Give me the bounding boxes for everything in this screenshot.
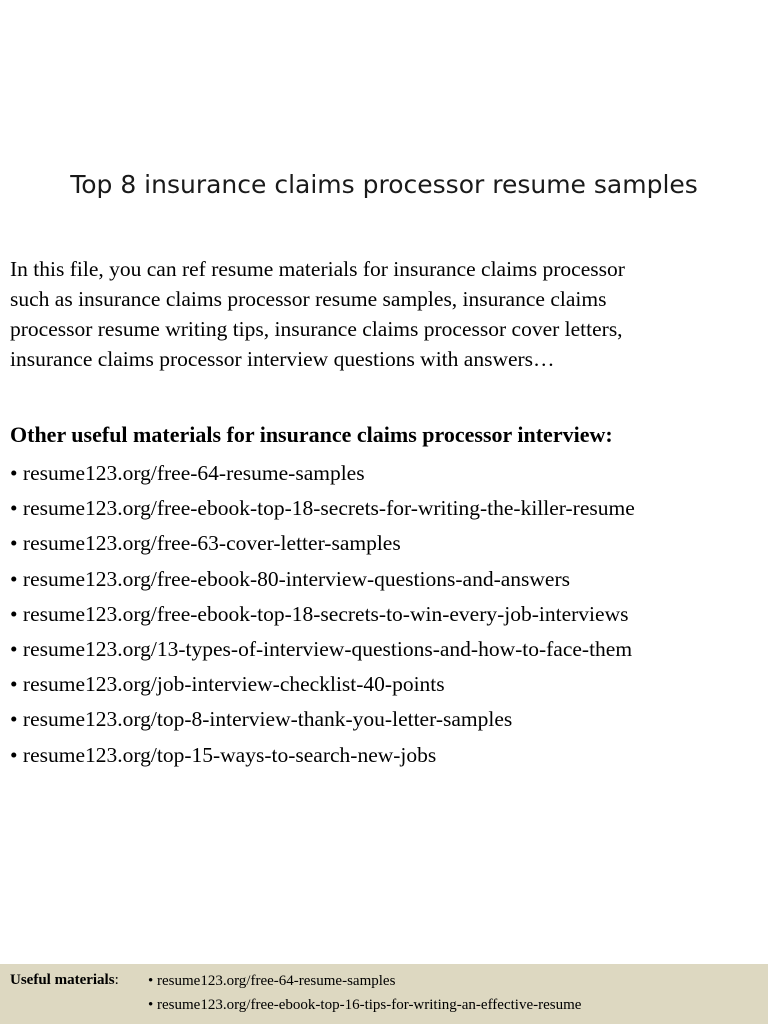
footer-link[interactable]: resume123.org/free-ebook-top-16-tips-for-writing-an-effective-resume (157, 997, 582, 1013)
list-item (10, 702, 635, 737)
intro-line: processor resume writing tips, insurance claims processor cover letters, (10, 317, 623, 341)
list-item (10, 597, 635, 632)
intro-line: insurance claims processor interview questions with answers… (10, 347, 555, 371)
intro-paragraph (10, 254, 760, 374)
material-link[interactable]: resume123.org/free-64-resume-samples (22, 461, 365, 485)
material-link[interactable]: resume123.org/free-63-cover-letter-samples (22, 531, 401, 556)
list-item (10, 456, 635, 491)
material-link[interactable]: resume123.org/free-ebook-top-18-secrets-for-writing-the-killer-resume (22, 496, 635, 521)
material-link[interactable]: resume123.org/job-interview-checklist-40-points (22, 672, 445, 697)
list-item (10, 491, 635, 526)
bullet: • (10, 531, 18, 556)
footer-links (148, 972, 581, 1020)
list-item (10, 526, 635, 561)
list-item (10, 738, 635, 773)
list-item (10, 632, 635, 667)
bullet: • (10, 742, 18, 767)
bullet: • (148, 973, 154, 989)
bullet: • (10, 496, 18, 521)
material-link[interactable]: resume123.org/top-8-interview-thank-you-letter-samples (22, 707, 513, 732)
footer-label (10, 972, 119, 989)
bullet: • (148, 997, 154, 1013)
bullet: • (10, 636, 18, 661)
list-item (10, 562, 635, 597)
bullet: • (10, 672, 18, 697)
materials-heading: Other useful materials for insurance claims processor interview: (10, 422, 613, 447)
material-link[interactable]: resume123.org/free-ebook-top-18-secrets-to-win-every-job-interviews (22, 601, 629, 626)
materials-list (10, 456, 635, 773)
footer-link[interactable]: resume123.org/free-64-resume-samples (157, 973, 396, 989)
footer-list-item (148, 972, 581, 996)
material-link[interactable]: resume123.org/13-types-of-interview-questions-and-how-to-face-them (22, 636, 633, 661)
intro-line: In this file, you can ref resume materials for insurance claims processor (10, 257, 625, 281)
footer-label-text: Useful materials (10, 972, 115, 988)
bullet: • (10, 566, 18, 591)
material-link[interactable]: resume123.org/top-15-ways-to-search-new-jobs (22, 742, 437, 767)
list-item (10, 667, 635, 702)
bullet: • (10, 461, 18, 485)
footer-bar (0, 964, 768, 1024)
material-link[interactable]: resume123.org/free-ebook-80-interview-questions-and-answers (22, 566, 570, 591)
footer-colon: : (114, 972, 119, 988)
bullet: • (10, 601, 18, 626)
page-title: Top 8 insurance claims processor resume samples (70, 170, 698, 199)
bullet: • (10, 707, 18, 732)
footer-list-item (148, 996, 581, 1020)
intro-line: such as insurance claims processor resume samples, insurance claims (10, 287, 607, 311)
